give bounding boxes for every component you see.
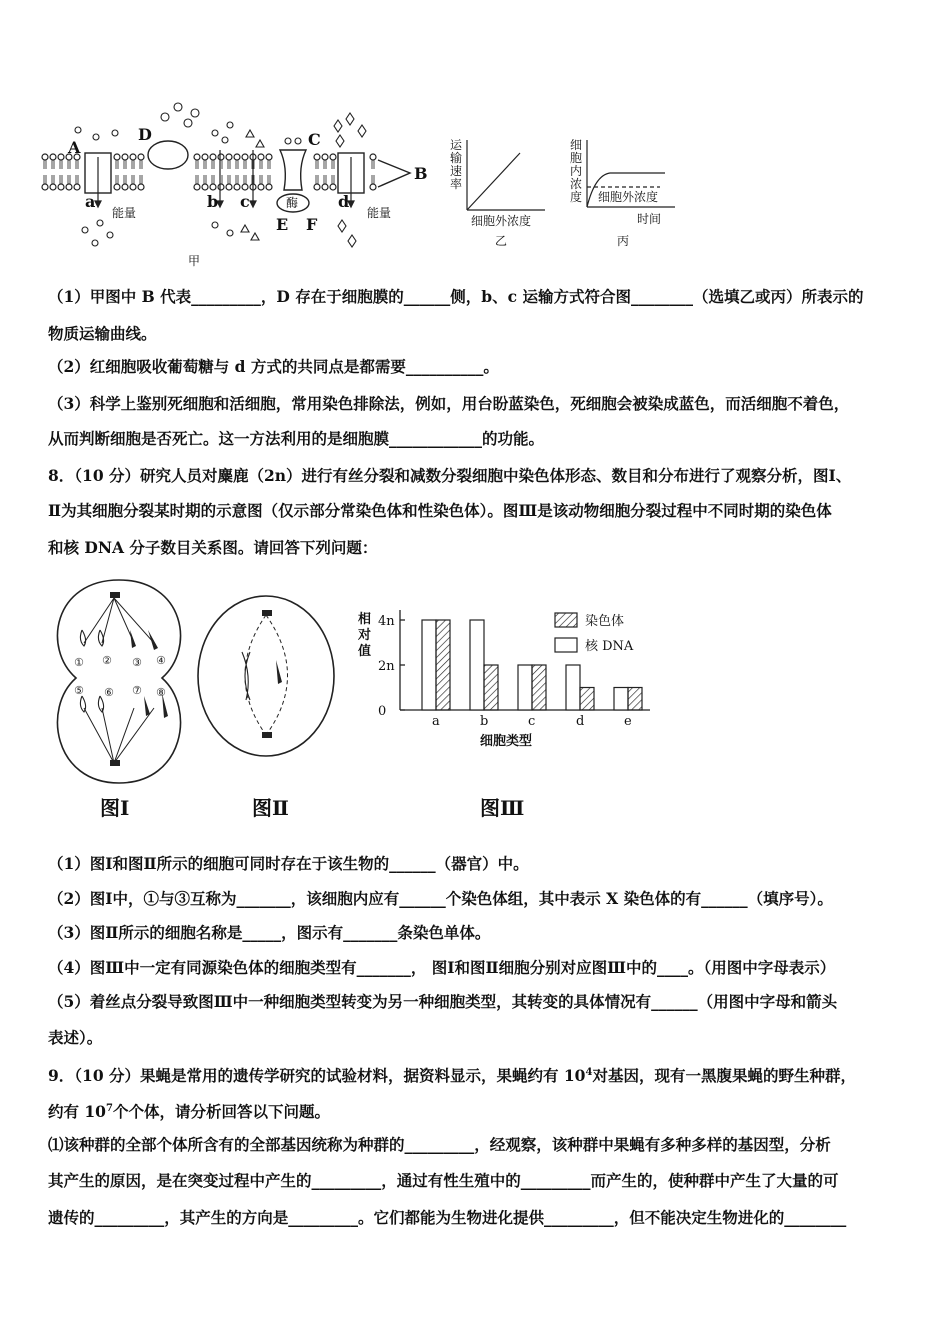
q7-line2: 物质运输曲线。 xyxy=(48,324,157,343)
num-5: ⑤ xyxy=(74,684,84,697)
q8-answer2: （2）图Ⅰ中，①与③互称为_______，该细胞内应有______个染色体组，其中表示 X 染色体的有______（填序号）。 xyxy=(48,889,833,908)
caption-fig1: 图Ⅰ xyxy=(100,796,130,820)
q9-line1-a: 9．（10 分）果蝇是常用的遗传学研究的试验材料，据资料显示，果蝇约有 10 xyxy=(48,1066,586,1086)
arrow-b xyxy=(378,160,410,187)
graph-yi xyxy=(445,135,560,250)
x-tick-label: a xyxy=(432,714,440,729)
q9-line5: 遗传的_________，其产生的方向是_________。它们都能为生物进化提供_________，但不能决定生物进化的________ xyxy=(48,1208,847,1227)
label-A: A xyxy=(68,138,81,157)
yi-ylabel: 运输速率 xyxy=(450,138,463,191)
bar-dna-a xyxy=(422,620,436,710)
q8-answer1: （1）图Ⅰ和图Ⅱ所示的细胞可同时存在于该生物的______（器官）中。 xyxy=(48,854,529,873)
legend-swatch-chromosome xyxy=(555,613,577,627)
caption-fig3: 图Ⅲ xyxy=(480,796,525,820)
bar-chromosome-c xyxy=(532,665,546,710)
q9-line2-sup: 7 xyxy=(105,1103,113,1114)
bar-dna-e xyxy=(614,688,628,711)
label-C: C xyxy=(308,130,321,149)
num-3: ③ xyxy=(132,656,142,669)
bar-dna-c xyxy=(518,665,532,710)
q8-answer5: （5）着丝点分裂导致图Ⅲ中一种细胞类型转变为另一种细胞类型，其转变的具体情况有______（用图中字母和箭头 xyxy=(48,992,838,1011)
yi-line xyxy=(467,153,520,210)
caption-jia: 甲 xyxy=(188,254,201,268)
x-axis-label: 细胞类型 xyxy=(480,734,533,749)
figure-2-cell xyxy=(194,590,344,765)
bing-legend: 细胞外浓度 xyxy=(598,190,659,204)
q8-line3: 和核 DNA 分子数目关系图。请回答下列问题： xyxy=(48,538,378,557)
x-tick-label: c xyxy=(528,714,536,729)
y-tick-label: 4n xyxy=(378,614,395,629)
bar-chromosome-b xyxy=(484,665,498,710)
bar-dna-d xyxy=(566,665,580,710)
q9-line2-a: 约有 10 xyxy=(48,1102,106,1122)
channel-protein xyxy=(280,150,306,190)
membrane-figure-jia xyxy=(40,95,440,270)
q8-answer6: 表述）。 xyxy=(48,1028,103,1047)
q9-line1-b: 对基因，现有一黑腹果蝇的野生种群， xyxy=(592,1066,856,1086)
caption-fig2: 图Ⅱ xyxy=(252,796,289,820)
yi-xlabel: 细胞外浓度 xyxy=(471,214,532,228)
num-6: ⑥ xyxy=(104,686,114,699)
figure-1-cell xyxy=(44,578,194,788)
y-tick-label: 0 xyxy=(378,704,387,719)
q9-line3: ⑴该种群的全部个体所含有的全部基因统称为种群的_________，经观察，该种群中果蝇有多种多样的基因型，分析 xyxy=(48,1135,831,1154)
bing-ylabel: 细胞内浓度 xyxy=(570,138,583,204)
x-tick-label: e xyxy=(624,714,632,729)
num-4: ④ xyxy=(156,654,166,667)
bar-chromosome-d xyxy=(580,688,594,711)
q7-line4: （3）科学上鉴别死细胞和活细胞，常用染色排除法，例如，用台盼蓝染色，死细胞会被染成蓝色，而活细胞不着色， xyxy=(48,394,850,413)
x-tick-label: d xyxy=(576,714,585,729)
figure-3-bar-chart xyxy=(350,595,660,755)
q8-line1: 8．（10 分）研究人员对麋鹿（2n）进行有丝分裂和减数分裂细胞中染色体形态、数目和分布进行了观察分析，图Ⅰ、 xyxy=(48,466,852,485)
label-F: F xyxy=(306,215,318,234)
enzyme-label: 酶 xyxy=(286,196,299,210)
label-D: D xyxy=(138,125,152,144)
glycoprotein-d xyxy=(148,141,188,169)
label-E: E xyxy=(276,215,289,234)
num-2: ② xyxy=(102,654,112,667)
label-c: c xyxy=(240,192,250,211)
legend-swatch-dna xyxy=(555,638,577,652)
num-1: ① xyxy=(74,656,84,669)
q8-answer4: （4）图Ⅲ中一定有同源染色体的细胞类型有_______， 图Ⅰ和图Ⅱ细胞分别对应图Ⅲ中的____。（用图中字母表示） xyxy=(48,958,836,977)
caption-bing: 丙 xyxy=(617,234,630,248)
y-axis-label: 对 xyxy=(358,628,372,643)
label-B: B xyxy=(414,164,428,183)
q8-line2: Ⅱ为其细胞分裂某时期的示意图（仅示部分常染色体和性染色体）。图Ⅲ是该动物细胞分裂过程中不同时期的染色体 xyxy=(48,501,832,520)
legend-chromosome: 染色体 xyxy=(585,614,625,629)
y-axis-label: 相 xyxy=(358,612,372,627)
bar-chromosome-e xyxy=(628,688,642,711)
q9-line2 xyxy=(48,1098,908,1123)
y-tick-label: 2n xyxy=(378,659,395,674)
label-d: d xyxy=(338,192,350,211)
num-7: ⑦ xyxy=(132,684,142,697)
energy-label-1: 能量 xyxy=(112,206,137,220)
q7-line1: （1）甲图中 B 代表_________，D 存在于细胞膜的______侧，b、c 运输方式符合图________（选填乙或丙）所表示的 xyxy=(48,287,864,306)
num-8: ⑧ xyxy=(156,686,166,699)
bing-xlabel: 时间 xyxy=(637,212,662,226)
graph-bing xyxy=(565,135,690,250)
bar-dna-b xyxy=(470,620,484,710)
label-b: b xyxy=(207,192,219,211)
label-a: a xyxy=(85,192,96,211)
q8-answer3: （3）图Ⅱ所示的细胞名称是_____，图示有_______条染色单体。 xyxy=(48,923,491,942)
legend-dna: 核 DNA xyxy=(585,639,634,654)
q7-line5: 从而判断细胞是否死亡。这一方法利用的是细胞膜____________的功能。 xyxy=(48,429,545,448)
bar-chromosome-a xyxy=(436,620,450,710)
q9-line4: 其产生的原因，是在突变过程中产生的_________，通过有性生殖中的_________而产生的，使种群中产生了大量的可 xyxy=(48,1171,839,1190)
q9-line1-sup: 4 xyxy=(585,1067,593,1078)
energy-label-2: 能量 xyxy=(367,206,392,220)
x-tick-label: b xyxy=(480,714,489,729)
caption-yi: 乙 xyxy=(495,234,508,248)
q7-line3: （2）红细胞吸收葡萄糖与 d 方式的共同点是都需要__________。 xyxy=(48,357,499,376)
q9-line1 xyxy=(48,1062,908,1087)
y-axis-label: 值 xyxy=(358,644,372,659)
q9-line2-b: 个个体，请分析回答以下问题。 xyxy=(112,1102,330,1122)
